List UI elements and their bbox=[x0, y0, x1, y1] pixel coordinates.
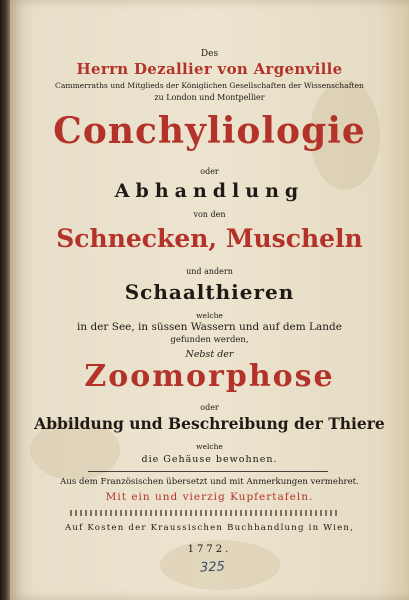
line-abbildung: Abbildung und Beschreibung der Thiere bbox=[34, 414, 385, 433]
line-welche-2: welche bbox=[196, 442, 223, 451]
line-gehaeuse: die Gehäuse bewohnen. bbox=[141, 454, 278, 465]
author-location: zu London und Montpellier bbox=[154, 93, 265, 102]
line-schnecken-muscheln: Schnecken, Muscheln bbox=[56, 224, 363, 253]
line-oder-1: oder bbox=[200, 167, 219, 176]
book-spine-shadow bbox=[0, 0, 10, 600]
line-und-andern: und andern bbox=[186, 267, 233, 276]
line-welche-1: welche bbox=[196, 311, 223, 320]
line-publisher: Auf Kosten der Kraussischen Buchhandlung in Wien, bbox=[64, 523, 355, 533]
line-von-den: von den bbox=[193, 210, 226, 219]
line-plates: Mit ein und vierzig Kupfertafeln. bbox=[105, 491, 314, 503]
line-nebst-der: Nebst der bbox=[185, 349, 234, 360]
handwritten-note: 325 bbox=[199, 559, 226, 576]
line-oder-2: oder bbox=[200, 403, 219, 412]
line-abhandlung: Abhandlung bbox=[114, 180, 305, 202]
divider-rule-1 bbox=[88, 471, 328, 472]
ornamental-divider bbox=[70, 510, 340, 516]
line-zoomorphose: Zoomorphose bbox=[84, 359, 335, 394]
line-translation-note: Aus dem Französischen übersetzt und mit Anmerkungen vermehret. bbox=[60, 477, 359, 487]
main-title: Conchyliologie bbox=[53, 110, 366, 152]
line-gefunden: gefunden werden, bbox=[170, 335, 249, 345]
line-des: Des bbox=[200, 49, 219, 59]
line-year: 1772. bbox=[187, 544, 232, 555]
line-schaalthieren: Schaalthieren bbox=[124, 280, 295, 304]
line-habitats: in der See, in süssen Wassern und auf dem Lande bbox=[77, 321, 342, 333]
author-titles: Cammerraths und Mitglieds der Königlichen Gesellschaften der Wissenschaften bbox=[55, 81, 364, 90]
author-name: Herrn Dezallier von Argenville bbox=[76, 60, 343, 78]
